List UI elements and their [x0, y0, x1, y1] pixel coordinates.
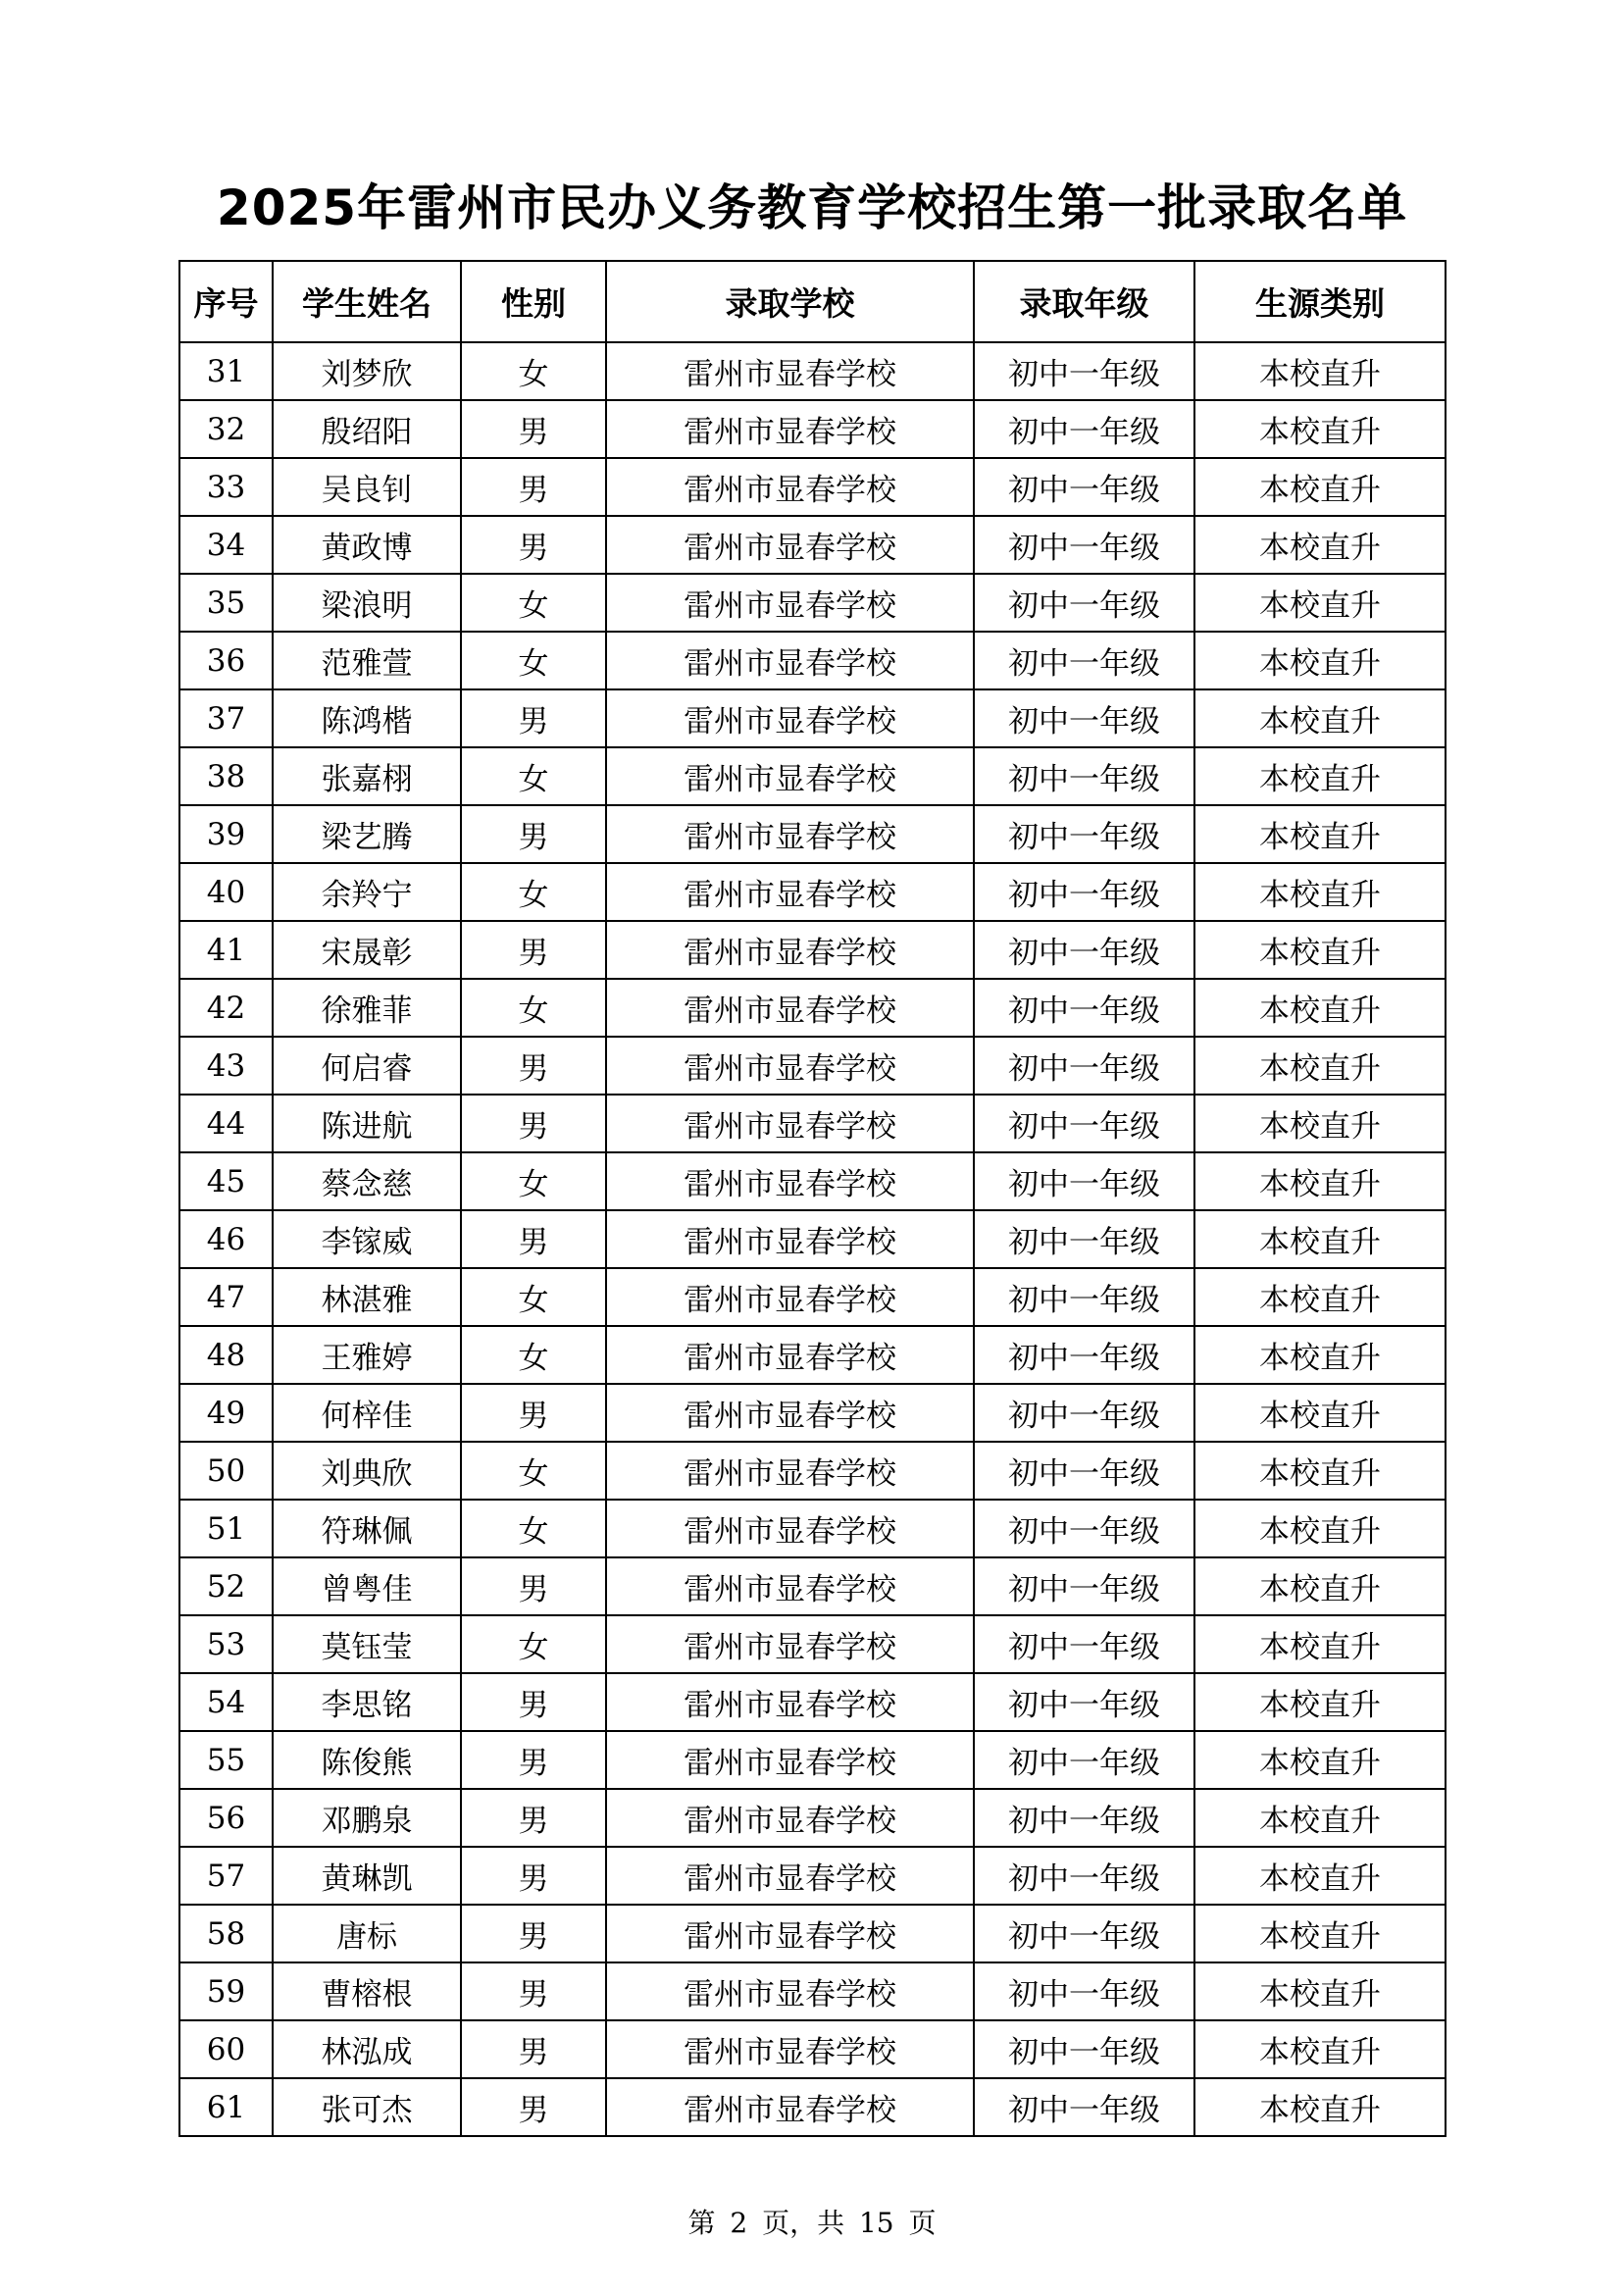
cell-school: 雷州市显春学校	[606, 1789, 974, 1847]
cell-source-type: 本校直升	[1194, 805, 1446, 863]
cell-source-type: 本校直升	[1194, 1384, 1446, 1442]
cell-index: 31	[179, 342, 273, 400]
cell-grade: 初中一年级	[974, 1847, 1194, 1905]
cell-student-name: 唐标	[273, 1905, 461, 1962]
admission-table	[178, 260, 1446, 2137]
cell-source-type: 本校直升	[1194, 400, 1446, 458]
cell-index: 36	[179, 632, 273, 689]
cell-gender: 女	[461, 1442, 606, 1500]
cell-gender: 男	[461, 516, 606, 574]
cell-source-type: 本校直升	[1194, 2078, 1446, 2136]
cell-grade: 初中一年级	[974, 1557, 1194, 1615]
cell-index: 60	[179, 2020, 273, 2078]
table-row	[179, 1268, 1446, 1326]
cell-school: 雷州市显春学校	[606, 1673, 974, 1731]
cell-source-type: 本校直升	[1194, 1095, 1446, 1152]
cell-source-type: 本校直升	[1194, 342, 1446, 400]
table-row	[179, 689, 1446, 747]
cell-student-name: 林湛雅	[273, 1268, 461, 1326]
table-row	[179, 1905, 1446, 1962]
cell-index: 57	[179, 1847, 273, 1905]
cell-gender: 男	[461, 689, 606, 747]
cell-grade: 初中一年级	[974, 747, 1194, 805]
table-row	[179, 458, 1446, 516]
cell-gender: 男	[461, 1847, 606, 1905]
cell-gender: 男	[461, 1962, 606, 2020]
cell-gender: 女	[461, 747, 606, 805]
cell-grade: 初中一年级	[974, 1210, 1194, 1268]
cell-grade: 初中一年级	[974, 2020, 1194, 2078]
cell-index: 61	[179, 2078, 273, 2136]
cell-school: 雷州市显春学校	[606, 1326, 974, 1384]
cell-gender: 男	[461, 1731, 606, 1789]
cell-gender: 男	[461, 1210, 606, 1268]
cell-school: 雷州市显春学校	[606, 458, 974, 516]
cell-student-name: 王雅婷	[273, 1326, 461, 1384]
cell-gender: 男	[461, 458, 606, 516]
cell-gender: 女	[461, 1500, 606, 1557]
cell-source-type: 本校直升	[1194, 632, 1446, 689]
cell-grade: 初中一年级	[974, 400, 1194, 458]
table-row	[179, 516, 1446, 574]
cell-index: 56	[179, 1789, 273, 1847]
cell-school: 雷州市显春学校	[606, 1268, 974, 1326]
header-grade: 录取年级	[974, 261, 1194, 342]
cell-index: 51	[179, 1500, 273, 1557]
table-row	[179, 1384, 1446, 1442]
cell-student-name: 陈进航	[273, 1095, 461, 1152]
cell-student-name: 林泓成	[273, 2020, 461, 2078]
cell-source-type: 本校直升	[1194, 458, 1446, 516]
cell-school: 雷州市显春学校	[606, 1847, 974, 1905]
cell-school: 雷州市显春学校	[606, 689, 974, 747]
cell-source-type: 本校直升	[1194, 979, 1446, 1037]
table-row	[179, 2020, 1446, 2078]
cell-grade: 初中一年级	[974, 1442, 1194, 1500]
cell-gender: 男	[461, 1384, 606, 1442]
cell-gender: 男	[461, 1905, 606, 1962]
cell-school: 雷州市显春学校	[606, 342, 974, 400]
cell-source-type: 本校直升	[1194, 574, 1446, 632]
cell-source-type: 本校直升	[1194, 1847, 1446, 1905]
cell-school: 雷州市显春学校	[606, 400, 974, 458]
table-row	[179, 805, 1446, 863]
cell-source-type: 本校直升	[1194, 863, 1446, 921]
cell-gender: 男	[461, 921, 606, 979]
cell-index: 49	[179, 1384, 273, 1442]
table-header	[179, 261, 1446, 342]
cell-grade: 初中一年级	[974, 805, 1194, 863]
cell-student-name: 何启睿	[273, 1037, 461, 1095]
cell-source-type: 本校直升	[1194, 1037, 1446, 1095]
cell-student-name: 张嘉栩	[273, 747, 461, 805]
cell-gender: 男	[461, 1673, 606, 1731]
cell-index: 42	[179, 979, 273, 1037]
cell-gender: 女	[461, 1615, 606, 1673]
cell-gender: 男	[461, 400, 606, 458]
cell-student-name: 李镓威	[273, 1210, 461, 1268]
cell-school: 雷州市显春学校	[606, 979, 974, 1037]
header-source-type: 生源类别	[1194, 261, 1446, 342]
cell-source-type: 本校直升	[1194, 1557, 1446, 1615]
table-row	[179, 1557, 1446, 1615]
header-school: 录取学校	[606, 261, 974, 342]
cell-index: 40	[179, 863, 273, 921]
page-number: 第 2 页，共 15 页	[687, 2207, 937, 2239]
cell-grade: 初中一年级	[974, 1095, 1194, 1152]
cell-grade: 初中一年级	[974, 1962, 1194, 2020]
cell-student-name: 黄政博	[273, 516, 461, 574]
cell-index: 34	[179, 516, 273, 574]
cell-school: 雷州市显春学校	[606, 747, 974, 805]
cell-gender: 男	[461, 1095, 606, 1152]
cell-gender: 女	[461, 342, 606, 400]
table-row	[179, 1615, 1446, 1673]
cell-gender: 女	[461, 863, 606, 921]
cell-grade: 初中一年级	[974, 1905, 1194, 1962]
cell-student-name: 何梓佳	[273, 1384, 461, 1442]
cell-student-name: 梁艺腾	[273, 805, 461, 863]
cell-school: 雷州市显春学校	[606, 1037, 974, 1095]
cell-source-type: 本校直升	[1194, 1500, 1446, 1557]
cell-source-type: 本校直升	[1194, 921, 1446, 979]
cell-grade: 初中一年级	[974, 1384, 1194, 1442]
cell-school: 雷州市显春学校	[606, 1615, 974, 1673]
table-row	[179, 863, 1446, 921]
cell-index: 43	[179, 1037, 273, 1095]
cell-student-name: 吴良钊	[273, 458, 461, 516]
cell-school: 雷州市显春学校	[606, 1095, 974, 1152]
cell-gender: 男	[461, 1557, 606, 1615]
cell-school: 雷州市显春学校	[606, 921, 974, 979]
table-row	[179, 342, 1446, 400]
cell-student-name: 梁浪明	[273, 574, 461, 632]
cell-source-type: 本校直升	[1194, 1962, 1446, 2020]
cell-school: 雷州市显春学校	[606, 1905, 974, 1962]
cell-gender: 女	[461, 1268, 606, 1326]
cell-student-name: 殷绍阳	[273, 400, 461, 458]
cell-index: 50	[179, 1442, 273, 1500]
cell-gender: 女	[461, 574, 606, 632]
cell-school: 雷州市显春学校	[606, 1210, 974, 1268]
table-row	[179, 979, 1446, 1037]
cell-gender: 男	[461, 1789, 606, 1847]
header-student-name: 学生姓名	[273, 261, 461, 342]
cell-student-name: 曾粤佳	[273, 1557, 461, 1615]
table-row	[179, 1847, 1446, 1905]
cell-gender: 女	[461, 1326, 606, 1384]
cell-student-name: 刘梦欣	[273, 342, 461, 400]
cell-grade: 初中一年级	[974, 516, 1194, 574]
cell-index: 52	[179, 1557, 273, 1615]
cell-index: 55	[179, 1731, 273, 1789]
cell-grade: 初中一年级	[974, 1615, 1194, 1673]
cell-school: 雷州市显春学校	[606, 1152, 974, 1210]
cell-grade: 初中一年级	[974, 921, 1194, 979]
table-row	[179, 400, 1446, 458]
header-index: 序号	[179, 261, 273, 342]
cell-grade: 初中一年级	[974, 689, 1194, 747]
cell-index: 59	[179, 1962, 273, 2020]
page-title: 2025年雷州市民办义务教育学校招生第一批录取名单	[216, 179, 1408, 236]
table-row	[179, 1500, 1446, 1557]
cell-grade: 初中一年级	[974, 2078, 1194, 2136]
cell-student-name: 陈鸿楷	[273, 689, 461, 747]
cell-source-type: 本校直升	[1194, 1673, 1446, 1731]
table-row	[179, 1095, 1446, 1152]
cell-grade: 初中一年级	[974, 1268, 1194, 1326]
cell-index: 41	[179, 921, 273, 979]
table-row	[179, 574, 1446, 632]
cell-source-type: 本校直升	[1194, 516, 1446, 574]
cell-student-name: 李思铭	[273, 1673, 461, 1731]
cell-index: 46	[179, 1210, 273, 1268]
cell-index: 45	[179, 1152, 273, 1210]
table-row	[179, 1962, 1446, 2020]
cell-source-type: 本校直升	[1194, 689, 1446, 747]
cell-school: 雷州市显春学校	[606, 1962, 974, 2020]
table-row	[179, 1152, 1446, 1210]
cell-source-type: 本校直升	[1194, 1210, 1446, 1268]
cell-gender: 男	[461, 2078, 606, 2136]
cell-school: 雷州市显春学校	[606, 805, 974, 863]
cell-grade: 初中一年级	[974, 1673, 1194, 1731]
cell-student-name: 刘典欣	[273, 1442, 461, 1500]
cell-school: 雷州市显春学校	[606, 2078, 974, 2136]
cell-index: 58	[179, 1905, 273, 1962]
cell-source-type: 本校直升	[1194, 1268, 1446, 1326]
cell-school: 雷州市显春学校	[606, 863, 974, 921]
cell-index: 54	[179, 1673, 273, 1731]
cell-school: 雷州市显春学校	[606, 1731, 974, 1789]
cell-index: 37	[179, 689, 273, 747]
cell-index: 32	[179, 400, 273, 458]
cell-index: 35	[179, 574, 273, 632]
cell-index: 44	[179, 1095, 273, 1152]
cell-grade: 初中一年级	[974, 632, 1194, 689]
cell-student-name: 徐雅菲	[273, 979, 461, 1037]
cell-source-type: 本校直升	[1194, 2020, 1446, 2078]
table-row	[179, 632, 1446, 689]
cell-student-name: 黄琳凯	[273, 1847, 461, 1905]
cell-gender: 女	[461, 632, 606, 689]
table-row	[179, 1326, 1446, 1384]
cell-grade: 初中一年级	[974, 1500, 1194, 1557]
cell-school: 雷州市显春学校	[606, 2020, 974, 2078]
cell-gender: 男	[461, 1037, 606, 1095]
cell-school: 雷州市显春学校	[606, 1500, 974, 1557]
cell-student-name: 莫钰莹	[273, 1615, 461, 1673]
cell-school: 雷州市显春学校	[606, 574, 974, 632]
cell-school: 雷州市显春学校	[606, 1557, 974, 1615]
table-body	[179, 342, 1446, 2136]
cell-grade: 初中一年级	[974, 1789, 1194, 1847]
cell-source-type: 本校直升	[1194, 1152, 1446, 1210]
cell-student-name: 余羚宁	[273, 863, 461, 921]
cell-source-type: 本校直升	[1194, 747, 1446, 805]
cell-grade: 初中一年级	[974, 1037, 1194, 1095]
cell-grade: 初中一年级	[974, 574, 1194, 632]
cell-source-type: 本校直升	[1194, 1789, 1446, 1847]
cell-grade: 初中一年级	[974, 342, 1194, 400]
cell-index: 39	[179, 805, 273, 863]
cell-school: 雷州市显春学校	[606, 1384, 974, 1442]
cell-grade: 初中一年级	[974, 979, 1194, 1037]
cell-source-type: 本校直升	[1194, 1905, 1446, 1962]
cell-gender: 男	[461, 2020, 606, 2078]
cell-student-name: 蔡念慈	[273, 1152, 461, 1210]
cell-source-type: 本校直升	[1194, 1731, 1446, 1789]
cell-school: 雷州市显春学校	[606, 1442, 974, 1500]
cell-index: 33	[179, 458, 273, 516]
cell-grade: 初中一年级	[974, 458, 1194, 516]
header-row	[179, 261, 1446, 342]
table-row	[179, 1789, 1446, 1847]
table-row	[179, 921, 1446, 979]
table-row	[179, 1731, 1446, 1789]
table-row	[179, 747, 1446, 805]
header-gender: 性别	[461, 261, 606, 342]
cell-index: 48	[179, 1326, 273, 1384]
cell-student-name: 曹榕根	[273, 1962, 461, 2020]
cell-source-type: 本校直升	[1194, 1326, 1446, 1384]
cell-school: 雷州市显春学校	[606, 516, 974, 574]
cell-index: 38	[179, 747, 273, 805]
table-row	[179, 1210, 1446, 1268]
table-row	[179, 2078, 1446, 2136]
table-row	[179, 1673, 1446, 1731]
cell-grade: 初中一年级	[974, 1731, 1194, 1789]
cell-student-name: 范雅萱	[273, 632, 461, 689]
cell-student-name: 陈俊熊	[273, 1731, 461, 1789]
cell-grade: 初中一年级	[974, 1326, 1194, 1384]
cell-grade: 初中一年级	[974, 1152, 1194, 1210]
cell-source-type: 本校直升	[1194, 1615, 1446, 1673]
table-row	[179, 1037, 1446, 1095]
cell-student-name: 宋晟彰	[273, 921, 461, 979]
cell-school: 雷州市显春学校	[606, 632, 974, 689]
cell-student-name: 符琳佩	[273, 1500, 461, 1557]
cell-student-name: 邓鹏泉	[273, 1789, 461, 1847]
cell-source-type: 本校直升	[1194, 1442, 1446, 1500]
table-row	[179, 1442, 1446, 1500]
cell-student-name: 张可杰	[273, 2078, 461, 2136]
cell-gender: 女	[461, 979, 606, 1037]
cell-grade: 初中一年级	[974, 863, 1194, 921]
cell-index: 47	[179, 1268, 273, 1326]
cell-index: 53	[179, 1615, 273, 1673]
cell-gender: 男	[461, 805, 606, 863]
cell-gender: 女	[461, 1152, 606, 1210]
